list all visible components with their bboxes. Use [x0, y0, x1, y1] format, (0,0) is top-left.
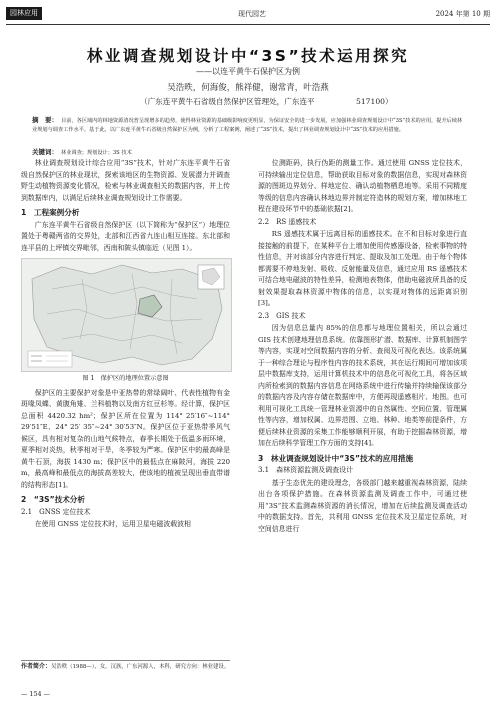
subsection-heading-2-3: 2.3 GIS 技术	[258, 311, 306, 320]
right-column	[258, 158, 467, 535]
issue-info: 2024 年第 10 期	[435, 10, 490, 18]
header-rule	[6, 24, 490, 25]
affiliation-zip: 517100）	[356, 97, 393, 106]
location-map-figure	[21, 258, 232, 372]
paragraph: RS 遥感技术属于远离目标的遥感技术。在不和目标对象进行直接接触的前提下，在某种平台上增加使用传感器设备，检索事物的特性信息，并对该部分内容进行判定、提取及加工处理。由于每个物体都需要不停地发射、吸收、反射能量及信息，通过应用 RS 遥感技术可结合地电磁波的特性差异，检测地表物体，借助电磁波所具备的反射效果提取森林资源中物体的信息，以实现对物体的远距离识别[3]。	[258, 230, 467, 307]
keywords-text: 林业调查；规划设计；3S 技术	[61, 150, 132, 156]
article-title: 林业调查规划设计中“3S”技术运用探究	[86, 47, 410, 65]
section-tag: 园林应用	[6, 7, 42, 20]
abstract-text: 目前，各区域内的林地资源清况普呈现增多的趋势，使得林业资源的基础级影响度更明显，为保证安全的进一步发展，应加强林业调查规划设计中“3S”技术的应用，提升后续林业规划与调查工作水平。基于此，以广东连平黄牛石省级自然保护区为例，分析了工程案例，阐述了“3S”技术，提出了林业调查规划设计中“3S”技术的应用措施。	[32, 118, 463, 134]
intro-paragraph: 林业调查规划设计综合应用“3S”技术，针对广东连平黄牛石省级自然保护区的林业现状，探索该地区的生物资源、发展潜力并调查野生动植物资源变化情况，检索与林业调查相关的数据内容，并上传到数据库内，以满足后续林业调查规划设计工作需要。	[21, 159, 230, 202]
paragraph: 在使用 GNSS 定位技术时，运用卫星电磁波载波相	[34, 520, 191, 528]
footnote-text: 吴浩昳（1988—），女，汉族，广东河源人，本科，研究方向：林业建设。	[51, 664, 230, 670]
affiliation: （广东连平黄牛石省级自然保护区管理处，广东连平	[140, 97, 315, 106]
section-heading-3: 3 林业调查规划设计中“3S”技术的应用措施	[258, 453, 414, 463]
author-footnote	[21, 660, 230, 671]
paragraph: 因为信息总量内 85%的信息都与地理位置相关，所以会通过 GIS 技术创建地理信息系统。依靠图形扩潜、数据库、计算机制图学等内容，实现对空间数据内容的分析、查阅及可视化表达。该系统属于一种综合理论与程序性内容的技术系统，其在运行期间可增加该项层中数据库支持，运用计算机技术中的信息化可视化工具，将各区域内所检索到的数据内容信息在网络系统中进行传输并持续输保该部分的数据内容及内容存储在数据库中，方便再现遥感相片、地图。也可利用可视化工具统一管理林业资源中的自然属性、空间位置、管理属性等内容，增加权属、边界范围、立地、林种、地类等前提条件，方便后续林业资源的采集工作能够顺利开展，有助于挖掘森林资源，增加在后续科学管理工作方面的支持[4]。	[258, 324, 467, 447]
subsection-heading-3-1: 3.1 森林资源监测及调查设计	[258, 466, 354, 474]
paragraph: 广东连平黄牛石省级自然保护区（以下简称为“保护区”）地理位置处于粤赣两省的交界处，北部和江西省九连山相互连接。东北部和连平县的上坪镇交界毗邻，西南和陂头镇临近（见图 1）。	[21, 220, 230, 252]
subsection-heading-2-1: 2.1 GNSS 定位技术	[21, 507, 91, 516]
keywords-label: 关键词：	[32, 148, 58, 156]
abstract	[32, 116, 464, 136]
section-heading-1: 1 工程案例分析	[21, 208, 80, 217]
page-header	[6, 7, 490, 21]
figure-caption: 图 1 保护区的地理位置示意图	[82, 375, 169, 382]
paragraph: 保护区的主要保护对象是中亚热带的常绿阔叶、代表性植物有金斑喙凤蝶、黄腹角雉、兰科植物以及南方红豆杉等。经计算，保护区总面积 4420.32 hm²；保护区所在位置为 114° 25′16″~114° 29′51″E、24° 25′ 35″~24° 30′53″N。保护区位于亚热带季风气候区，具有相对复杂的山地气候特点，春季长期处于低温多雨环境，夏季相对炎热，秋季相对干旱，冬季较为严寒。保护区中的最高峰是黄牛石顶，海拔 1430 m；保护区中的最低点在麻陂河，海拔 220 m，最高峰和最低点的海拔高差较大，使该地的植被呈现出垂直带谱的结构形态[1]。	[21, 388, 230, 489]
map-graphic	[22, 259, 231, 371]
keywords	[32, 147, 464, 156]
author-list: 吴浩昳，何海俊，熊祥健，谢常青，叶浩燕	[167, 83, 329, 93]
section-heading-2: 2 “3S”技术分析	[21, 495, 85, 504]
subsection-heading-2-2: 2.2 RS 遥感技术	[258, 217, 317, 226]
paragraph: 位测距码，执行伪距的测量工作。通过使用 GNSS 定位技术，可持续输出定位信息，帮助获取目标对象的数据信息，实现对森林资源的图斑边界划分、样地定位、确认动植物栖息地等。采用不同精度等级的信息内容确认林地边界并制定符造林的规划方案，增加林地工程在建设环节中的基础依据[2]。	[258, 159, 467, 213]
left-column	[21, 158, 230, 531]
footnote-label: 作者简介：	[21, 663, 52, 670]
journal-name: 现代园艺	[238, 10, 266, 18]
page-number: — 154 —	[21, 690, 51, 698]
article-subtitle: ——以连平黄牛石保护区为例	[196, 67, 300, 76]
paragraph: 基于生态优先的建设理念，各级部门越来越重视森林资源，陆续出台各项保护措施。在森林资源监测及调查工作中，可通过使用“3S”技术监测森林资源的消长情况，增加在后续监测及调查活动中的数据支持。首先，共利用 GNSS 定位技术及卫星定位系统，对空间信息进行	[258, 478, 467, 533]
abstract-label: 摘 要：	[32, 116, 58, 124]
